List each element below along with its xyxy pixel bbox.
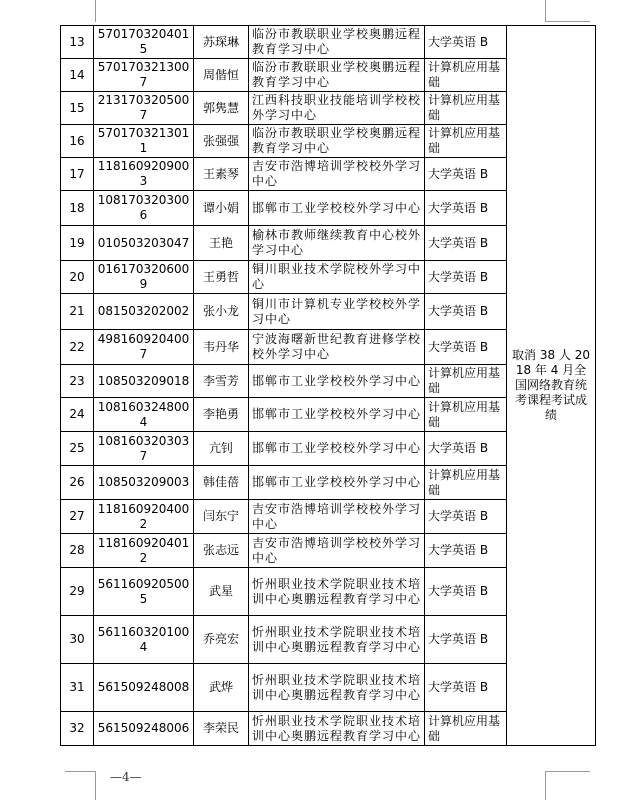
row-number-cell: 13 [61, 26, 94, 59]
study-center-cell: 吉安市浩博培训学校校外学习中心 [249, 158, 425, 191]
student-id-cell: 5701703213011 [94, 125, 194, 158]
row-number-cell: 26 [61, 466, 94, 500]
crop-mark-top-right-v [545, 0, 546, 22]
study-center-cell: 邯郸市工业学校校外学习中心 [249, 365, 425, 398]
exam-subject-cell: 大学英语 B [425, 568, 507, 616]
exam-subject-cell: 计算机应用基础 [425, 125, 507, 158]
study-center-cell: 忻州职业技术学院职业技术培训中心奥鹏远程教育学习中心 [249, 712, 425, 746]
study-center-cell: 邯郸市工业学校校外学习中心 [249, 432, 425, 466]
student-name-cell: 武星 [194, 568, 249, 616]
exam-subject-cell: 计算机应用基础 [425, 398, 507, 432]
row-number-cell: 16 [61, 125, 94, 158]
student-id-cell: 1081603203037 [94, 432, 194, 466]
student-name-cell: 武烨 [194, 664, 249, 712]
row-number-cell: 18 [61, 191, 94, 226]
student-name-cell: 张强强 [194, 125, 249, 158]
row-number-cell: 27 [61, 500, 94, 534]
student-name-cell: 王勇哲 [194, 261, 249, 294]
student-name-cell: 谭小娟 [194, 191, 249, 226]
student-id-cell: 561509248006 [94, 712, 194, 746]
exam-subject-cell: 计算机应用基础 [425, 92, 507, 125]
row-number-cell: 14 [61, 59, 94, 92]
row-number-cell: 29 [61, 568, 94, 616]
student-id-cell: 1181609204002 [94, 500, 194, 534]
study-center-cell: 邯郸市工业学校校外学习中心 [249, 398, 425, 432]
study-center-cell: 铜川职业技术学院校外学习中心 [249, 261, 425, 294]
student-id-cell: 1181609209003 [94, 158, 194, 191]
student-name-cell: 苏琛琳 [194, 26, 249, 59]
exam-subject-cell: 计算机应用基础 [425, 712, 507, 746]
study-center-cell: 江西科技职业技能培训学校校外学习中心 [249, 92, 425, 125]
exam-subject-cell: 大学英语 B [425, 664, 507, 712]
student-id-cell: 1081603248004 [94, 398, 194, 432]
exam-subject-cell: 大学英语 B [425, 500, 507, 534]
row-number-cell: 15 [61, 92, 94, 125]
student-id-cell: 1181609204012 [94, 534, 194, 568]
student-id-cell: 1081703203006 [94, 191, 194, 226]
table-body [61, 26, 596, 746]
cancelled-scores-table [60, 25, 596, 746]
exam-subject-cell: 大学英语 B [425, 26, 507, 59]
study-center-cell: 宁波海曙新世纪教育进修学校校外学习中心 [249, 330, 425, 365]
student-name-cell: 王素琴 [194, 158, 249, 191]
student-id-cell: 5701703213007 [94, 59, 194, 92]
study-center-cell: 忻州职业技术学院职业技术培训中心奥鹏远程教育学习中心 [249, 664, 425, 712]
study-center-cell: 榆林市教师继续教育中心校外学习中心 [249, 226, 425, 261]
student-name-cell: 张小龙 [194, 294, 249, 330]
student-name-cell: 周偕恒 [194, 59, 249, 92]
student-id-cell: 5701703204015 [94, 26, 194, 59]
student-name-cell: 韦丹华 [194, 330, 249, 365]
crop-mark-bottom-left-h [65, 771, 95, 772]
exam-subject-cell: 大学英语 B [425, 261, 507, 294]
study-center-cell: 吉安市浩博培训学校校外学习中心 [249, 500, 425, 534]
study-center-cell: 临汾市教联职业学校奥鹏远程教育学习中心 [249, 26, 425, 59]
exam-subject-cell: 大学英语 B [425, 616, 507, 664]
student-name-cell: 郭隽慧 [194, 92, 249, 125]
crop-mark-top-left-v [95, 0, 96, 22]
exam-subject-cell: 大学英语 B [425, 432, 507, 466]
student-name-cell: 李艳勇 [194, 398, 249, 432]
row-number-cell: 30 [61, 616, 94, 664]
study-center-cell: 邯郸市工业学校校外学习中心 [249, 466, 425, 500]
student-id-cell: 4981609204007 [94, 330, 194, 365]
exam-subject-cell: 大学英语 B [425, 330, 507, 365]
student-name-cell: 闫东宁 [194, 500, 249, 534]
page-number: —4— [110, 770, 142, 784]
exam-subject-cell: 大学英语 B [425, 294, 507, 330]
crop-mark-bottom-right-h [545, 771, 590, 772]
decision-note-cell: 取消 38 人 2018 年 4 月全国网络教育统考课程考试成绩 [507, 26, 596, 746]
student-name-cell: 王艳 [194, 226, 249, 261]
student-name-cell: 乔亮宏 [194, 616, 249, 664]
exam-subject-cell: 大学英语 B [425, 191, 507, 226]
row-number-cell: 24 [61, 398, 94, 432]
student-id-cell: 5611609205005 [94, 568, 194, 616]
study-center-cell: 忻州职业技术学院职业技术培训中心奥鹏远程教育学习中心 [249, 568, 425, 616]
student-id-cell: 108503209003 [94, 466, 194, 500]
row-number-cell: 28 [61, 534, 94, 568]
exam-subject-cell: 大学英语 B [425, 534, 507, 568]
student-name-cell: 李荣民 [194, 712, 249, 746]
crop-mark-bottom-left-v [95, 771, 96, 800]
student-name-cell: 韩佳蓓 [194, 466, 249, 500]
student-id-cell: 0161703206009 [94, 261, 194, 294]
study-center-cell: 吉安市浩博培训学校校外学习中心 [249, 534, 425, 568]
study-center-cell: 临汾市教联职业学校奥鹏远程教育学习中心 [249, 125, 425, 158]
student-name-cell: 张志远 [194, 534, 249, 568]
exam-subject-cell: 大学英语 B [425, 158, 507, 191]
student-name-cell: 亢钊 [194, 432, 249, 466]
study-center-cell: 临汾市教联职业学校奥鹏远程教育学习中心 [249, 59, 425, 92]
student-name-cell: 李雪芳 [194, 365, 249, 398]
table-row [61, 26, 596, 59]
row-number-cell: 19 [61, 226, 94, 261]
row-number-cell: 32 [61, 712, 94, 746]
student-id-cell: 010503203047 [94, 226, 194, 261]
crop-mark-top-right-h [545, 21, 590, 22]
exam-subject-cell: 大学英语 B [425, 226, 507, 261]
study-center-cell: 邯郸市工业学校校外学习中心 [249, 191, 425, 226]
student-id-cell: 081503202002 [94, 294, 194, 330]
row-number-cell: 22 [61, 330, 94, 365]
row-number-cell: 23 [61, 365, 94, 398]
row-number-cell: 21 [61, 294, 94, 330]
crop-mark-bottom-right-v [545, 771, 546, 800]
student-id-cell: 2131703205007 [94, 92, 194, 125]
exam-subject-cell: 计算机应用基础 [425, 365, 507, 398]
row-number-cell: 25 [61, 432, 94, 466]
student-id-cell: 108503209018 [94, 365, 194, 398]
exam-subject-cell: 计算机应用基础 [425, 466, 507, 500]
study-center-cell: 铜川市计算机专业学校校外学习中心 [249, 294, 425, 330]
row-number-cell: 31 [61, 664, 94, 712]
exam-subject-cell: 计算机应用基础 [425, 59, 507, 92]
row-number-cell: 17 [61, 158, 94, 191]
student-id-cell: 561509248008 [94, 664, 194, 712]
row-number-cell: 20 [61, 261, 94, 294]
study-center-cell: 忻州职业技术学院职业技术培训中心奥鹏远程教育学习中心 [249, 616, 425, 664]
student-id-cell: 5611603201004 [94, 616, 194, 664]
